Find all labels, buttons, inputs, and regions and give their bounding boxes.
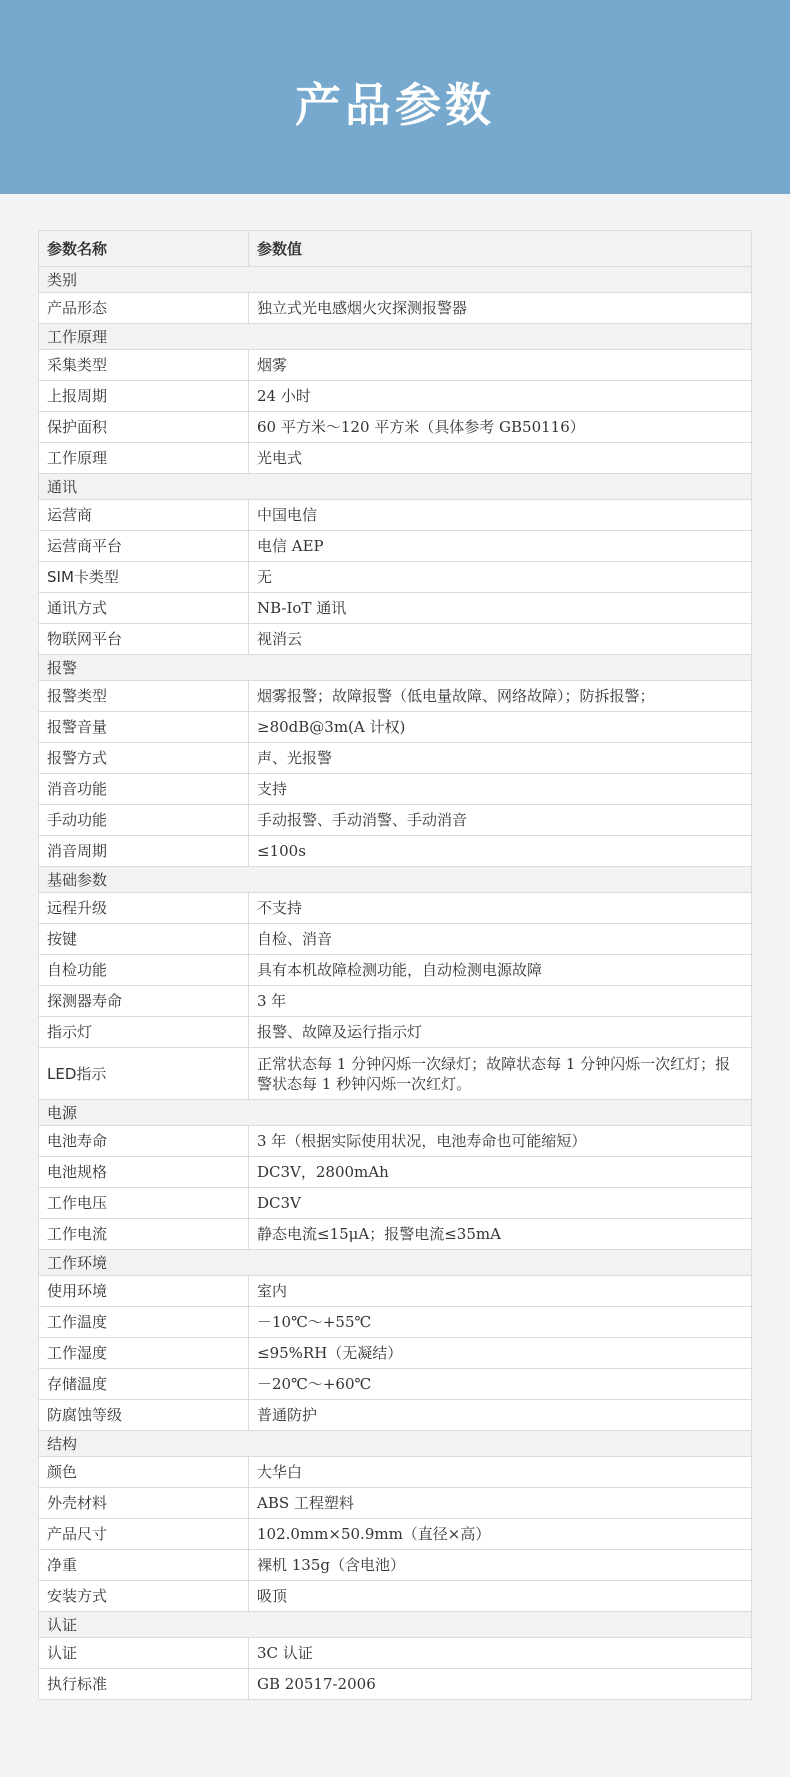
param-value: 24 小时 xyxy=(249,381,752,412)
param-value: DC3V xyxy=(249,1188,752,1219)
param-name: 颜色 xyxy=(39,1457,249,1488)
table-row xyxy=(39,1669,752,1700)
table-body xyxy=(39,267,752,1700)
table-row xyxy=(39,1550,752,1581)
param-value: 独立式光电感烟火灾探测报警器 xyxy=(249,293,752,324)
category-row xyxy=(39,474,752,500)
table-row xyxy=(39,893,752,924)
param-value: 烟雾报警；故障报警（低电量故障、网络故障）；防拆报警； xyxy=(249,681,752,712)
param-value: NB-IoT 通讯 xyxy=(249,593,752,624)
table-row xyxy=(39,955,752,986)
content-area xyxy=(0,194,790,1700)
table-row xyxy=(39,1369,752,1400)
category-label: 工作环境 xyxy=(39,1250,752,1276)
param-value: 正常状态每 1 分钟闪烁一次绿灯；故障状态每 1 分钟闪烁一次红灯；报警状态每 1 秒钟闪烁一次红灯。 xyxy=(249,1048,752,1100)
param-name: 物联网平台 xyxy=(39,624,249,655)
table-row xyxy=(39,412,752,443)
table-row xyxy=(39,1519,752,1550)
param-name: 产品形态 xyxy=(39,293,249,324)
param-name: LED指示 xyxy=(39,1048,249,1100)
param-value: 无 xyxy=(249,562,752,593)
param-value: －20℃～+60℃ xyxy=(249,1369,752,1400)
category-label: 报警 xyxy=(39,655,752,681)
param-name: 通讯方式 xyxy=(39,593,249,624)
param-name: 存储温度 xyxy=(39,1369,249,1400)
page-title: 产品参数 xyxy=(295,78,495,132)
category-row xyxy=(39,324,752,350)
param-name: 采集类型 xyxy=(39,350,249,381)
category-label: 工作原理 xyxy=(39,324,752,350)
table-header-row xyxy=(39,231,752,267)
param-value: GB 20517-2006 xyxy=(249,1669,752,1700)
param-value: 电信 AEP xyxy=(249,531,752,562)
param-name: 工作湿度 xyxy=(39,1338,249,1369)
param-value: 自检、消音 xyxy=(249,924,752,955)
param-name: 外壳材料 xyxy=(39,1488,249,1519)
param-name: 工作电流 xyxy=(39,1219,249,1250)
table-row xyxy=(39,986,752,1017)
table-row xyxy=(39,1488,752,1519)
param-value: ABS 工程塑料 xyxy=(249,1488,752,1519)
param-name: 自检功能 xyxy=(39,955,249,986)
category-label: 电源 xyxy=(39,1100,752,1126)
param-value: 吸顶 xyxy=(249,1581,752,1612)
header-param-name: 参数名称 xyxy=(39,231,249,267)
table-row xyxy=(39,1048,752,1100)
param-value: 声、光报警 xyxy=(249,743,752,774)
category-label: 认证 xyxy=(39,1612,752,1638)
param-value: ≤100s xyxy=(249,836,752,867)
param-value: 60 平方米～120 平方米（具体参考 GB50116） xyxy=(249,412,752,443)
param-name: 手动功能 xyxy=(39,805,249,836)
table-row xyxy=(39,1219,752,1250)
param-name: 保护面积 xyxy=(39,412,249,443)
param-name: 按键 xyxy=(39,924,249,955)
param-name: 产品尺寸 xyxy=(39,1519,249,1550)
table-row xyxy=(39,443,752,474)
param-name: 远程升级 xyxy=(39,893,249,924)
table-row xyxy=(39,624,752,655)
param-value: 3 年（根据实际使用状况，电池寿命也可能缩短） xyxy=(249,1126,752,1157)
category-row xyxy=(39,1100,752,1126)
param-name: 报警音量 xyxy=(39,712,249,743)
table-row xyxy=(39,924,752,955)
param-value: 大华白 xyxy=(249,1457,752,1488)
table-row xyxy=(39,500,752,531)
category-row xyxy=(39,267,752,293)
param-name: 执行标准 xyxy=(39,1669,249,1700)
param-value: 报警、故障及运行指示灯 xyxy=(249,1017,752,1048)
table-row xyxy=(39,774,752,805)
table-row xyxy=(39,562,752,593)
param-value: 静态电流≤15μA；报警电流≤35mA xyxy=(249,1219,752,1250)
param-name: 使用环境 xyxy=(39,1276,249,1307)
param-name: 工作原理 xyxy=(39,443,249,474)
category-row xyxy=(39,655,752,681)
param-value: 不支持 xyxy=(249,893,752,924)
table-row xyxy=(39,1126,752,1157)
table-row xyxy=(39,293,752,324)
param-value: 视消云 xyxy=(249,624,752,655)
param-value: 具有本机故障检测功能，自动检测电源故障 xyxy=(249,955,752,986)
param-value: ≥80dB@3m(A 计权) xyxy=(249,712,752,743)
param-name: 认证 xyxy=(39,1638,249,1669)
param-value: DC3V，2800mAh xyxy=(249,1157,752,1188)
param-value: 3C 认证 xyxy=(249,1638,752,1669)
table-row xyxy=(39,350,752,381)
param-name: 报警类型 xyxy=(39,681,249,712)
category-row xyxy=(39,867,752,893)
header-param-value: 参数值 xyxy=(249,231,752,267)
param-value: 光电式 xyxy=(249,443,752,474)
table-row xyxy=(39,712,752,743)
table-row xyxy=(39,1457,752,1488)
category-row xyxy=(39,1612,752,1638)
table-row xyxy=(39,1017,752,1048)
param-value: 普通防护 xyxy=(249,1400,752,1431)
param-value: 手动报警、手动消警、手动消音 xyxy=(249,805,752,836)
table-row xyxy=(39,805,752,836)
category-label: 通讯 xyxy=(39,474,752,500)
param-value: ≤95%RH（无凝结） xyxy=(249,1338,752,1369)
page-banner xyxy=(0,0,790,194)
param-name: 防腐蚀等级 xyxy=(39,1400,249,1431)
table-row xyxy=(39,593,752,624)
param-value: 102.0mm×50.9mm（直径×高） xyxy=(249,1519,752,1550)
param-name: 工作电压 xyxy=(39,1188,249,1219)
param-name: 工作温度 xyxy=(39,1307,249,1338)
param-name: 运营商 xyxy=(39,500,249,531)
category-label: 基础参数 xyxy=(39,867,752,893)
param-value: 室内 xyxy=(249,1276,752,1307)
parameter-table xyxy=(38,230,752,1700)
table-row xyxy=(39,743,752,774)
param-name: 探测器寿命 xyxy=(39,986,249,1017)
table-row xyxy=(39,836,752,867)
category-row xyxy=(39,1250,752,1276)
category-row xyxy=(39,1431,752,1457)
table-row xyxy=(39,1307,752,1338)
param-value: 支持 xyxy=(249,774,752,805)
table-row xyxy=(39,1276,752,1307)
param-name: 上报周期 xyxy=(39,381,249,412)
table-row xyxy=(39,531,752,562)
param-name: 运营商平台 xyxy=(39,531,249,562)
param-value: 3 年 xyxy=(249,986,752,1017)
param-name: 电池规格 xyxy=(39,1157,249,1188)
param-name: 指示灯 xyxy=(39,1017,249,1048)
param-value: 裸机 135g（含电池） xyxy=(249,1550,752,1581)
table-row xyxy=(39,1400,752,1431)
param-value: 中国电信 xyxy=(249,500,752,531)
param-name: 净重 xyxy=(39,1550,249,1581)
table-row xyxy=(39,1638,752,1669)
param-value: 烟雾 xyxy=(249,350,752,381)
param-name: 消音周期 xyxy=(39,836,249,867)
param-name: 报警方式 xyxy=(39,743,249,774)
table-row xyxy=(39,1338,752,1369)
category-label: 结构 xyxy=(39,1431,752,1457)
table-row xyxy=(39,1157,752,1188)
param-name: 安装方式 xyxy=(39,1581,249,1612)
table-row xyxy=(39,1188,752,1219)
param-value: －10℃～+55℃ xyxy=(249,1307,752,1338)
table-row xyxy=(39,1581,752,1612)
category-label: 类别 xyxy=(39,267,752,293)
param-name: 电池寿命 xyxy=(39,1126,249,1157)
table-row xyxy=(39,681,752,712)
param-name: 消音功能 xyxy=(39,774,249,805)
param-name: SIM卡类型 xyxy=(39,562,249,593)
table-row xyxy=(39,381,752,412)
